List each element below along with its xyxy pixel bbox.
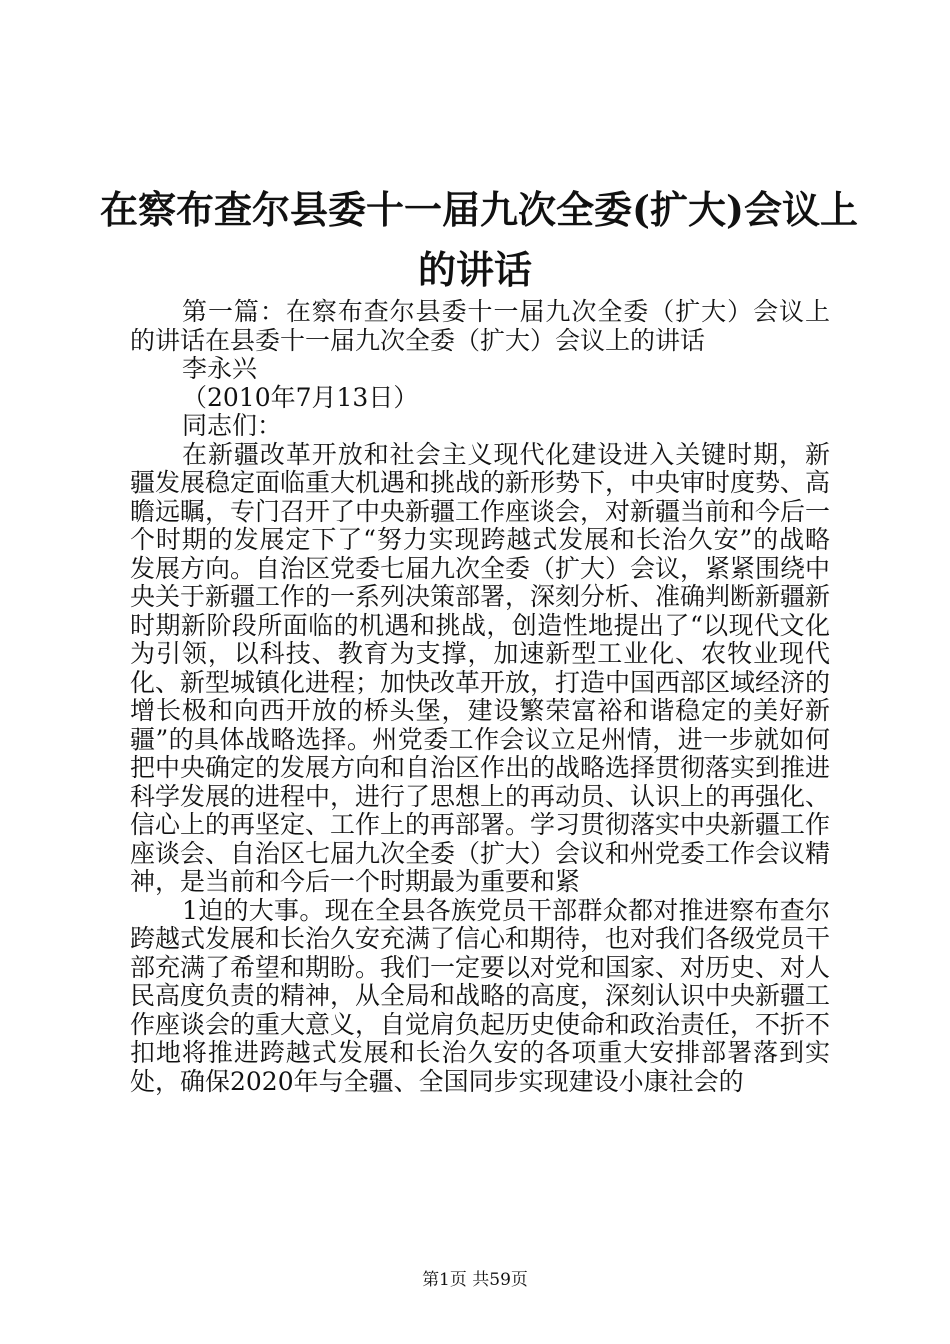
document-title-line-2: 的讲话	[417, 247, 532, 292]
salutation: 同志们：	[182, 411, 283, 440]
intro-paragraph: 第一篇：在察布查尔县委十一届九次全委（扩大）会议上的讲话在县委十一届九次全委（扩大）会议上的讲话	[130, 297, 830, 355]
body-paragraph-1: 在新疆改革开放和社会主义现代化建设进入关键时期，新疆发展稳定面临重大机遇和挑战的新形势下，中央审时度势、高瞻远瞩，专门召开了中央新疆工作座谈会，对新疆当前和今后一个时期的发展定下了“努力实现跨越式发展和长治久安”的战略发展方向。自治区党委七届九次全委（扩大）会议，紧紧围绕中央关于新疆工作的一系列决策部署，深刻分析、准确判断新疆新时期新阶段所面临的机遇和挑战，创造性地提出了“以现代文化为引领，以科技、教育为支撑，加速新型工业化、农牧业现代化、新型城镇化进程；加快改革开放，打造中国西部区域经济的增长极和向西开放的桥头堡，建设繁荣富裕和谐稳定的美好新疆”的具体战略选择。州党委工作会议立足州情，进一步就如何把中央确定的发展方向和自治区作出的战略选择贯彻落实到推进科学发展的进程中，进行了思想上的再动员、认识上的再强化、信心上的再坚定、工作上的再部署。学习贯彻落实中央新疆工作座谈会、自治区七届九次全委（扩大）会议和州党委工作会议精神，是当前和今后一个时期最为重要和紧	[130, 439, 831, 896]
document-title-line-1: 在察布查尔县委十一届九次全委(扩大)会议上	[100, 187, 858, 232]
body-paragraph-2: 1迫的大事。现在全县各族党员干部群众都对推进察布查尔跨越式发展和长治久安充满了信心和期待，也对我们各级党员干部充满了希望和期盼。我们一定要以对党和国家、对历史、对人民高度负责的精神，从全局和战略的高度，深刻认识中央新疆工作座谈会的重大意义，自觉肩负起历史使命和政治责任，不折不扣地将推进跨越式发展和长治久安的各项重大安排部署落到实处，确保2020年与全疆、全国同步实现建设小康社会的	[130, 895, 831, 1096]
author-line: 李永兴	[182, 354, 258, 383]
date-line: （2010年7月13日）	[182, 382, 419, 412]
page-number-footer: 第1页 共59页	[422, 1270, 528, 1290]
document-body	[130, 298, 830, 1096]
